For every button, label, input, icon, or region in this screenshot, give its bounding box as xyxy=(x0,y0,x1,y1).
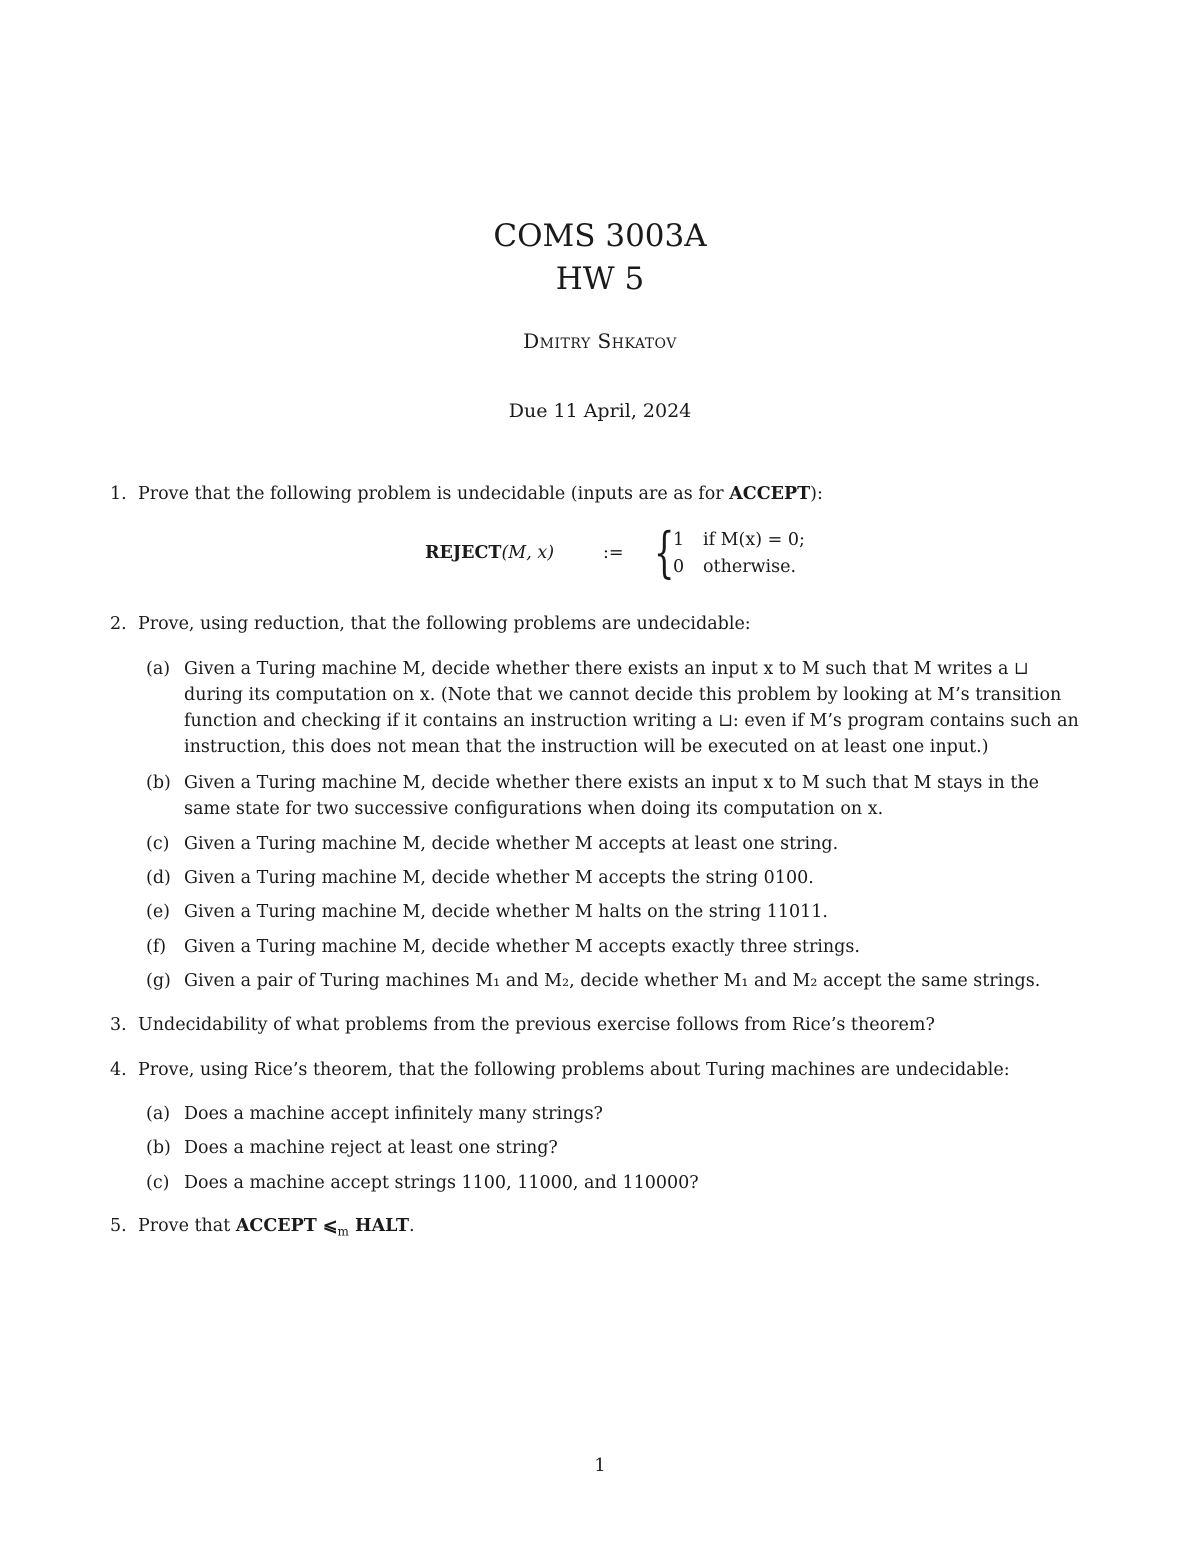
item-line: Given a Turing machine M, decide whether M accepts the string 0100. xyxy=(184,868,814,888)
reject-formula xyxy=(425,521,845,584)
case-2-value: 0 xyxy=(673,557,685,577)
question-5 xyxy=(0,1213,1200,1239)
question-number: 4. xyxy=(110,1060,127,1080)
course-title: COMS 3003A xyxy=(493,218,707,254)
author-name: Dmitry Shkatov xyxy=(523,329,677,353)
item-label: (e) xyxy=(146,902,171,922)
question-4 xyxy=(0,1057,1200,1083)
case-1-value: 1 xyxy=(673,530,685,550)
question-number: 3. xyxy=(110,1015,127,1035)
item-line: Given a Turing machine M, decide whether M halts on the string 11011. xyxy=(184,902,828,922)
question-text: Undecidability of what problems from the previous exercise follows from Rice’s theorem? xyxy=(138,1015,935,1035)
homework-title: HW 5 xyxy=(555,261,645,297)
formula-assign: := xyxy=(603,543,624,563)
question-2 xyxy=(0,611,1200,637)
item-line: Given a Turing machine M, decide whether there exists an input x to M such that M stays in the xyxy=(184,773,1040,793)
item-line: Does a machine accept infinitely many strings? xyxy=(184,1104,603,1124)
question-text: Prove that the following problem is undecidable (inputs are as for ACCEPT): xyxy=(138,484,823,504)
item-line: Does a machine reject at least one string? xyxy=(184,1138,558,1158)
case-1-condition: if M(x) = 0; xyxy=(703,530,805,550)
item-label: (b) xyxy=(146,1138,171,1158)
item-line: during its computation on x. (Note that we cannot decide this problem by looking at M’s transition xyxy=(184,685,1062,705)
item-label: (a) xyxy=(146,1104,171,1124)
item-label: (f) xyxy=(146,937,167,957)
item-line: Given a Turing machine M, decide whether there exists an input x to M such that M writes a ⊔ xyxy=(184,659,1029,679)
item-line: Given a Turing machine M, decide whether M accepts at least one string. xyxy=(184,834,839,854)
due-date: Due 11 April, 2024 xyxy=(508,400,692,422)
item-line: function and checking if it contains an instruction writing a ⊔: even if M’s program contains such an xyxy=(184,711,1079,731)
item-line: Given a pair of Turing machines M₁ and M₂, decide whether M₁ and M₂ accept the same strings. xyxy=(184,971,1041,991)
item-line: instruction, this does not mean that the instruction will be executed on at least one input.) xyxy=(184,737,989,757)
item-line: Does a machine accept strings 1100, 11000, and 110000? xyxy=(184,1173,699,1193)
question-number: 1. xyxy=(110,484,127,504)
question-text: Prove that ACCEPT $⩽_m$ HALT. xyxy=(138,1216,415,1239)
formula-lhs: REJECT(M, x) xyxy=(425,543,555,563)
question-number: 5. xyxy=(110,1216,127,1236)
item-label: (c) xyxy=(146,1173,170,1193)
item-line: Given a Turing machine M, decide whether M accepts exactly three strings. xyxy=(184,937,860,957)
item-label: (g) xyxy=(146,971,171,991)
item-label: (b) xyxy=(146,773,171,793)
item-label: (c) xyxy=(146,834,170,854)
question-3 xyxy=(0,1012,1200,1038)
question-1 xyxy=(0,481,1200,507)
question-text: Prove, using Rice’s theorem, that the following problems about Turing machines are undecidable: xyxy=(138,1060,1010,1080)
page-number: 1 xyxy=(594,1455,606,1476)
item-label: (a) xyxy=(146,659,171,679)
question-text: Prove, using reduction, that the following problems are undecidable: xyxy=(138,614,751,634)
case-2-condition: otherwise. xyxy=(703,557,797,577)
question-number: 2. xyxy=(110,614,127,634)
cases-brace: { xyxy=(653,521,675,584)
item-label: (d) xyxy=(146,868,171,888)
item-line: same state for two successive configurations when doing its computation on x. xyxy=(184,799,884,819)
